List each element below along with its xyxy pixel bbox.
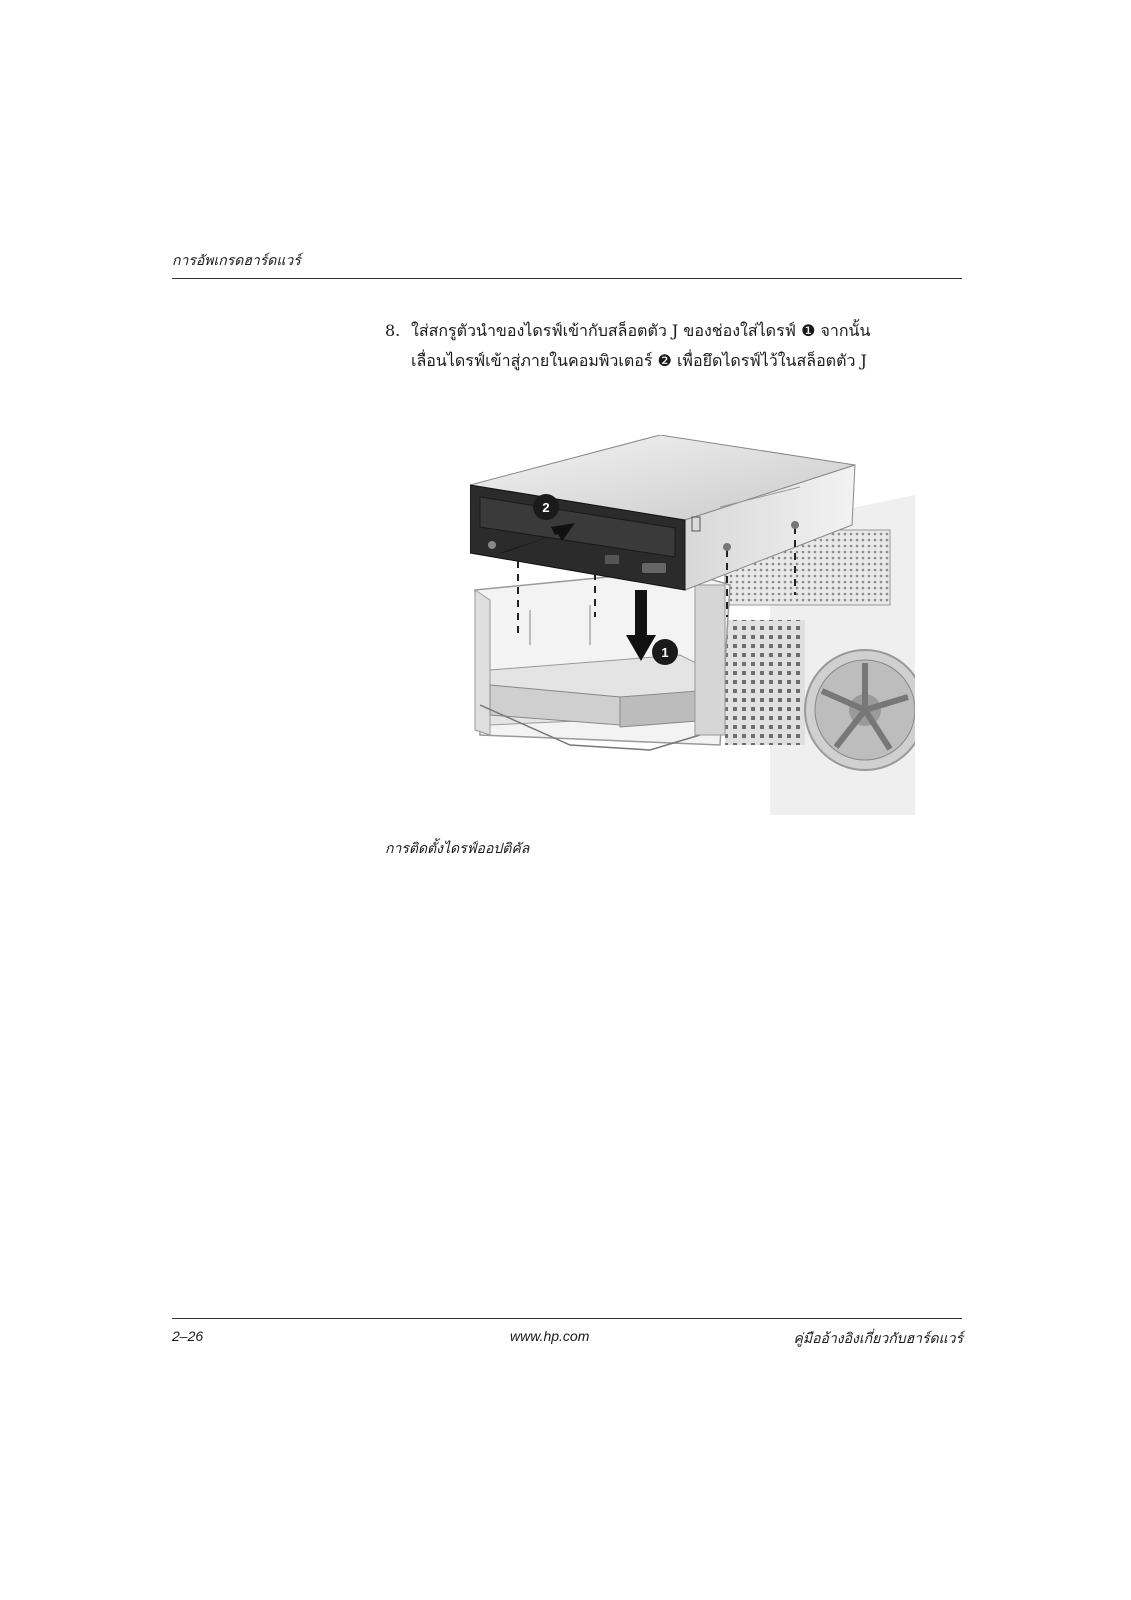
step-number: 8. [385,321,401,340]
footer-manual-title: คู่มืออ้างอิงเกี่ยวกับฮาร์ดแวร์ [793,1330,963,1346]
step-text-1: ใส่สกรูตัวนำของไดรฟ์เข้ากับสล็อตตัว J ของช่องใส่ไดรฟ์ ❶ จากนั้น [411,321,871,340]
optical-drive-install-illustration [470,435,915,815]
header-rule [172,278,962,279]
page-number: 2–26 [172,1328,204,1344]
callout-2-badge [533,494,559,520]
footer-rule [172,1318,962,1319]
footer-url: www.hp.com [510,1328,590,1344]
callout-1-badge [652,639,678,665]
step-line-1 [385,316,945,346]
callout-2-label: 2 [542,500,550,515]
fan-icon [805,650,915,770]
step-line-2: เลื่อนไดรฟ์เข้าสู่ภายในคอมพิวเตอร์ ❷ เพื่อยึดไดรฟ์ไว้ในสล็อตตัว J [411,351,867,370]
callout-1-label: 1 [661,645,669,660]
figure-caption: การติดตั้งไดรฟ์ออปติคัล [385,840,530,856]
running-header-title: การอัพเกรดฮาร์ดแวร์ [172,252,301,268]
step-instruction [385,316,945,376]
